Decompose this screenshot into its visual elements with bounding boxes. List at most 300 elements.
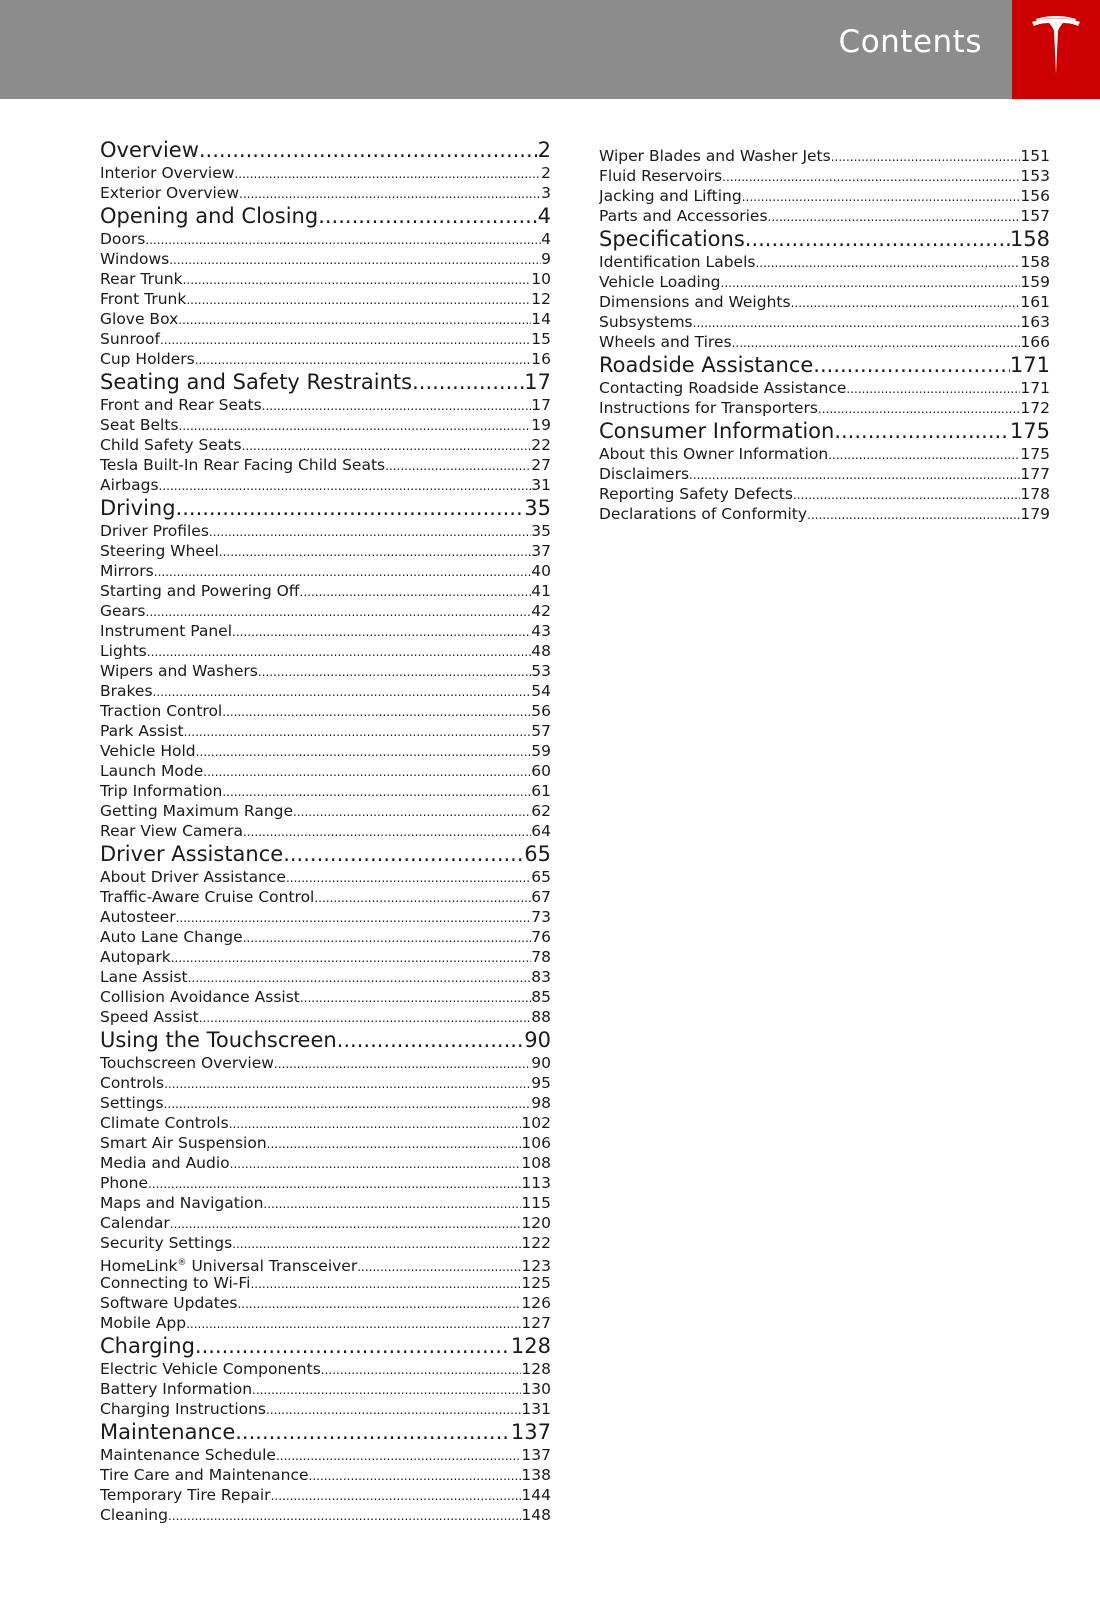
toc-page-number: 137	[521, 1446, 551, 1464]
toc-entry[interactable]	[100, 801, 551, 821]
toc-section-entry[interactable]	[100, 1334, 551, 1359]
toc-entry-label: Doors	[100, 230, 146, 248]
toc-page-number: 73	[531, 908, 551, 926]
dot-leader	[337, 1028, 525, 1053]
toc-entry[interactable]	[100, 455, 551, 475]
toc-entry-label: Traffic-Aware Cruise Control	[100, 888, 315, 906]
toc-entry-label: Instrument Panel	[100, 622, 233, 640]
toc-page-number: 35	[531, 522, 551, 540]
page-title: Contents	[838, 24, 982, 60]
dot-leader	[234, 164, 541, 183]
toc-entry-label: Front and Rear Seats	[100, 396, 262, 414]
toc-section-entry[interactable]	[100, 842, 551, 867]
toc-page-number: 65	[531, 868, 551, 886]
toc-page-number: 85	[531, 988, 551, 1006]
dot-leader	[807, 505, 1020, 524]
toc-page-number: 4	[541, 230, 551, 248]
page-header	[0, 0, 1100, 99]
toc-entry-label: Driver Assistance	[100, 842, 284, 866]
dot-leader	[412, 370, 524, 395]
tesla-logo-icon	[1030, 16, 1082, 76]
toc-entry-label	[100, 1253, 357, 1273]
toc-section-entry[interactable]	[100, 496, 551, 521]
dot-leader	[309, 1466, 522, 1485]
dot-leader	[243, 928, 532, 947]
dot-leader	[186, 1314, 521, 1333]
toc-page-number: 56	[531, 702, 551, 720]
toc-page-number: 2	[541, 164, 551, 182]
toc-page-number: 153	[1020, 167, 1050, 185]
dot-leader	[266, 1400, 521, 1419]
toc-entry[interactable]	[599, 272, 1050, 292]
dot-leader	[689, 465, 1020, 484]
dot-leader	[286, 868, 531, 887]
toc-page-number: 10	[531, 270, 551, 288]
toc-page-number: 175	[1009, 419, 1050, 443]
toc-page-number: 53	[531, 662, 551, 680]
toc-page-number: 125	[521, 1274, 551, 1292]
toc-entry[interactable]	[100, 561, 551, 581]
toc-entry[interactable]	[100, 1505, 551, 1525]
toc-section-entry[interactable]	[599, 419, 1050, 444]
toc-entry[interactable]	[599, 252, 1050, 272]
toc-page-number: 12	[531, 290, 551, 308]
toc-entry-label: Maps and Navigation	[100, 1194, 264, 1212]
toc-left-column	[100, 137, 551, 1525]
toc-page-number: 22	[531, 436, 551, 454]
dot-leader	[176, 908, 532, 927]
dot-leader	[262, 396, 532, 415]
toc-entry-label: Specifications	[599, 227, 745, 251]
toc-section-entry[interactable]	[100, 204, 551, 229]
toc-entry-label: Steering Wheel	[100, 542, 219, 560]
toc-entry-label: Temporary Tire Repair	[100, 1486, 271, 1504]
toc-entry-label: Tire Care and Maintenance	[100, 1466, 309, 1484]
toc-entry[interactable]	[100, 1379, 551, 1399]
toc-entry[interactable]	[100, 1399, 551, 1419]
dot-leader	[252, 1380, 521, 1399]
dot-leader	[258, 662, 531, 681]
dot-leader	[321, 1360, 522, 1379]
toc-entry-label: Driver Profiles	[100, 522, 209, 540]
toc-entry[interactable]	[100, 269, 551, 289]
toc-entry[interactable]	[100, 1053, 551, 1073]
dot-leader	[179, 416, 532, 435]
toc-page-number: 161	[1020, 293, 1050, 311]
dot-leader	[153, 682, 532, 701]
toc-entry-label: Rear Trunk	[100, 270, 183, 288]
toc-entry[interactable]	[100, 309, 551, 329]
toc-entry-label: Declarations of Conformity	[599, 505, 808, 523]
toc-page-number: 137	[510, 1420, 551, 1444]
dot-leader	[222, 782, 531, 801]
toc-entry[interactable]	[599, 166, 1050, 186]
toc-entry-label: Software Updates	[100, 1294, 238, 1312]
toc-entry-label: Launch Mode	[100, 762, 204, 780]
dot-leader	[195, 1334, 511, 1359]
toc-page-number: 166	[1020, 333, 1050, 351]
toc-entry-label: Wheels and Tires	[599, 333, 732, 351]
dot-leader	[250, 1274, 521, 1293]
toc-page-number: 102	[521, 1114, 551, 1132]
toc-entry-label: Airbags	[100, 476, 159, 494]
registered-mark: ®	[177, 1258, 187, 1268]
toc-entry-label: Wiper Blades and Washer Jets	[599, 147, 831, 165]
toc-entry[interactable]	[100, 741, 551, 761]
dot-leader	[834, 419, 1010, 444]
toc-page-number: 14	[531, 310, 551, 328]
dot-leader	[722, 167, 1020, 186]
toc-entry[interactable]	[100, 1233, 551, 1253]
toc-entry[interactable]	[100, 415, 551, 435]
toc-entry[interactable]	[100, 761, 551, 781]
dot-leader	[229, 1114, 522, 1133]
dot-leader	[188, 968, 532, 987]
dot-leader	[300, 988, 531, 1007]
toc-entry[interactable]	[100, 229, 551, 249]
dot-leader	[196, 742, 532, 761]
toc-entry[interactable]	[599, 464, 1050, 484]
toc-page-number: 159	[1020, 273, 1050, 291]
toc-entry-label: Trip Information	[100, 782, 223, 800]
toc-entry-label: Electric Vehicle Components	[100, 1360, 321, 1378]
dot-leader	[183, 270, 532, 289]
toc-entry-label: Controls	[100, 1074, 165, 1092]
toc-section-entry[interactable]	[100, 138, 551, 163]
toc-right-column	[599, 146, 1050, 524]
toc-entry[interactable]	[599, 146, 1050, 166]
toc-entry[interactable]	[100, 183, 551, 203]
toc-entry-label-rest: Universal Transceiver	[186, 1257, 358, 1273]
dot-leader	[274, 1054, 531, 1073]
toc-entry[interactable]	[100, 163, 551, 183]
toc-entry[interactable]	[100, 1293, 551, 1313]
toc-entry[interactable]	[100, 1193, 551, 1213]
toc-entry[interactable]	[100, 475, 551, 495]
toc-page-number: 17	[524, 370, 551, 394]
toc-entry-label: Starting and Powering Off	[100, 582, 300, 600]
toc-entry-label: Reporting Safety Defects	[599, 485, 793, 503]
toc-entry-label: Tesla Built-In Rear Facing Child Seats	[100, 456, 386, 474]
toc-entry[interactable]	[100, 1093, 551, 1113]
toc-entry[interactable]	[100, 701, 551, 721]
toc-entry[interactable]	[100, 907, 551, 927]
toc-entry-label: Consumer Information	[599, 419, 835, 443]
dot-leader	[732, 333, 1021, 352]
toc-entry-label: Sunroof	[100, 330, 160, 348]
toc-page-number: 17	[531, 396, 551, 414]
toc-page-number: 31	[531, 476, 551, 494]
toc-entry[interactable]	[100, 621, 551, 641]
toc-entry[interactable]	[100, 927, 551, 947]
toc-entry-label: Vehicle Hold	[100, 742, 196, 760]
toc-entry[interactable]	[100, 1153, 551, 1173]
dot-leader	[742, 187, 1021, 206]
toc-entry[interactable]	[100, 1253, 551, 1273]
toc-entry-label: Parts and Accessories	[599, 207, 768, 225]
toc-section-entry[interactable]	[100, 1028, 551, 1053]
toc-entry[interactable]	[599, 504, 1050, 524]
toc-page-number: 95	[531, 1074, 551, 1092]
dot-leader	[793, 485, 1020, 504]
toc-page-number: 130	[521, 1380, 551, 1398]
toc-entry[interactable]	[599, 444, 1050, 464]
dot-leader	[209, 522, 531, 541]
toc-page-number: 57	[531, 722, 551, 740]
toc-entry-label: Brakes	[100, 682, 153, 700]
toc-page-number: 148	[521, 1506, 551, 1524]
toc-entry-label: Overview	[100, 138, 199, 162]
toc-entry[interactable]	[100, 1173, 551, 1193]
toc-entry[interactable]	[100, 947, 551, 967]
toc-page-number: 35	[524, 496, 551, 520]
toc-page-number: 3	[541, 184, 551, 202]
dot-leader	[768, 207, 1021, 226]
toc-page-number: 41	[531, 582, 551, 600]
toc-entry-label: About this Owner Information	[599, 445, 829, 463]
dot-leader	[203, 762, 531, 781]
toc-entry[interactable]	[599, 312, 1050, 332]
dot-leader	[154, 562, 532, 581]
toc-entry[interactable]	[100, 661, 551, 681]
toc-entry[interactable]	[100, 681, 551, 701]
toc-page-number: 123	[521, 1256, 551, 1273]
toc-entry-label: Mirrors	[100, 562, 154, 580]
toc-entry-label: Driving	[100, 496, 176, 520]
toc-page-number: 43	[531, 622, 551, 640]
toc-entry-label: Climate Controls	[100, 1114, 229, 1132]
dot-leader	[314, 888, 531, 907]
dot-leader	[243, 822, 531, 841]
dot-leader	[222, 702, 531, 721]
toc-page-number: 158	[1009, 227, 1050, 251]
toc-entry[interactable]	[599, 186, 1050, 206]
toc-entry[interactable]	[100, 1273, 551, 1293]
toc-entry[interactable]	[100, 887, 551, 907]
dot-leader	[828, 445, 1020, 464]
toc-section-entry[interactable]	[100, 1420, 551, 1445]
toc-page-number: 157	[1020, 207, 1050, 225]
toc-page-number: 60	[531, 762, 551, 780]
toc-page-number: 98	[531, 1094, 551, 1112]
dot-leader	[791, 293, 1021, 312]
toc-entry-label: Maintenance Schedule	[100, 1446, 276, 1464]
toc-entry-label: Collision Avoidance Assist	[100, 988, 300, 1006]
toc-page-number: 16	[531, 350, 551, 368]
toc-entry-label: Vehicle Loading	[599, 273, 721, 291]
toc-page-number: 151	[1020, 147, 1050, 165]
dot-leader	[232, 1234, 521, 1253]
dot-leader	[164, 1094, 532, 1113]
toc-entry[interactable]	[100, 249, 551, 269]
toc-entry-label: Wipers and Washers	[100, 662, 258, 680]
toc-page-number: 106	[521, 1134, 551, 1152]
toc-page-number: 61	[531, 782, 551, 800]
toc-entry-label: Cleaning	[100, 1506, 168, 1524]
toc-entry[interactable]	[100, 967, 551, 987]
dot-leader	[178, 310, 531, 329]
dot-leader	[164, 1074, 531, 1093]
toc-page-number: 128	[510, 1334, 551, 1358]
dot-leader	[293, 802, 531, 821]
toc-entry[interactable]	[100, 821, 551, 841]
toc-entry[interactable]	[100, 541, 551, 561]
toc-entry[interactable]	[100, 1073, 551, 1093]
toc-page-number: 131	[521, 1400, 551, 1418]
toc-page-number: 178	[1020, 485, 1050, 503]
toc-entry-label: Auto Lane Change	[100, 928, 243, 946]
toc-entry[interactable]	[100, 395, 551, 415]
toc-page-number: 120	[521, 1214, 551, 1232]
toc-entry-label: Mobile App	[100, 1314, 187, 1332]
toc-page-number: 122	[521, 1234, 551, 1252]
dot-leader	[159, 476, 532, 495]
toc-entry[interactable]	[100, 289, 551, 309]
toc-entry[interactable]	[100, 601, 551, 621]
toc-entry-label: Charging Instructions	[100, 1400, 267, 1418]
dot-leader	[283, 842, 524, 867]
toc-entry-label: Smart Air Suspension	[100, 1134, 267, 1152]
toc-entry-label: Lane Assist	[100, 968, 188, 986]
dot-leader	[242, 436, 532, 455]
toc-entry[interactable]	[100, 641, 551, 661]
dot-leader	[357, 1257, 521, 1273]
toc-entry[interactable]	[100, 987, 551, 1007]
dot-leader	[237, 1294, 521, 1313]
toc-page-number: 113	[521, 1174, 551, 1192]
toc-entry[interactable]	[100, 349, 551, 369]
toc-entry-label: Exterior Overview	[100, 184, 240, 202]
dot-leader	[385, 456, 531, 475]
toc-page-number: 88	[531, 1008, 551, 1026]
dot-leader	[145, 230, 541, 249]
toc-page-number: 90	[531, 1054, 551, 1072]
toc-page-number: 172	[1020, 399, 1050, 417]
toc-page-number: 126	[521, 1294, 551, 1312]
toc-entry-label: Child Safety Seats	[100, 436, 242, 454]
toc-entry-label: Gears	[100, 602, 146, 620]
dot-leader	[195, 350, 532, 369]
dot-leader	[147, 642, 532, 661]
toc-page-number: 127	[521, 1314, 551, 1332]
toc-entry-label: Using the Touchscreen	[100, 1028, 337, 1052]
dot-leader	[160, 330, 531, 349]
toc-entry-label: Instructions for Transporters	[599, 399, 818, 417]
toc-entry-label: Roadside Assistance	[599, 353, 814, 377]
dot-leader	[263, 1194, 521, 1213]
dot-leader	[755, 253, 1020, 272]
toc-entry[interactable]	[100, 1359, 551, 1379]
dot-leader	[176, 496, 525, 521]
toc-entry[interactable]	[100, 867, 551, 887]
toc-entry[interactable]	[100, 721, 551, 741]
toc-entry[interactable]	[100, 1113, 551, 1133]
toc-entry[interactable]	[100, 521, 551, 541]
toc-page-number: 138	[521, 1466, 551, 1484]
toc-entry[interactable]	[599, 398, 1050, 418]
toc-entry[interactable]	[100, 781, 551, 801]
dot-leader	[199, 1008, 532, 1027]
dot-leader	[170, 1214, 522, 1233]
toc-entry-label: Glove Box	[100, 310, 179, 328]
toc-entry[interactable]	[599, 378, 1050, 398]
toc-entry-label: Fluid Reservoirs	[599, 167, 723, 185]
toc-section-entry[interactable]	[100, 370, 551, 395]
toc-entry[interactable]	[100, 435, 551, 455]
toc-entry[interactable]	[100, 1485, 551, 1505]
toc-entry[interactable]	[100, 1445, 551, 1465]
toc-entry[interactable]	[599, 206, 1050, 226]
toc-entry[interactable]	[100, 1313, 551, 1333]
toc-page-number: 158	[1020, 253, 1050, 271]
toc-entry[interactable]	[100, 329, 551, 349]
toc-page-number: 65	[524, 842, 551, 866]
toc-entry[interactable]	[100, 1213, 551, 1233]
dot-leader	[721, 273, 1021, 292]
toc-entry-label: Autosteer	[100, 908, 176, 926]
toc-entry[interactable]	[100, 1465, 551, 1485]
toc-entry[interactable]	[100, 1133, 551, 1153]
toc-page-number: 67	[531, 888, 551, 906]
toc-entry-label: Autopark	[100, 948, 171, 966]
toc-page-number: 177	[1020, 465, 1050, 483]
toc-page-number: 78	[531, 948, 551, 966]
toc-entry-label: Touchscreen Overview	[100, 1054, 274, 1072]
dot-leader	[232, 622, 531, 641]
toc-page-number: 19	[531, 416, 551, 434]
toc-entry[interactable]	[100, 581, 551, 601]
dot-leader	[745, 227, 1010, 252]
toc-page-number: 54	[531, 682, 551, 700]
toc-entry-label: Subsystems	[599, 313, 693, 331]
brand-logo	[1012, 0, 1100, 99]
toc-entry[interactable]	[599, 332, 1050, 352]
toc-entry-label: Phone	[100, 1174, 149, 1192]
toc-entry-label: Front Trunk	[100, 290, 187, 308]
dot-leader	[230, 1154, 522, 1173]
dot-leader	[276, 1446, 521, 1465]
toc-entry-label: Interior Overview	[100, 164, 235, 182]
toc-entry-label: Cup Holders	[100, 350, 195, 368]
toc-section-entry[interactable]	[599, 353, 1050, 378]
toc-section-entry[interactable]	[599, 227, 1050, 252]
toc-page-number: 163	[1020, 313, 1050, 331]
dot-leader	[239, 184, 541, 203]
toc-page-number: 179	[1020, 505, 1050, 523]
dot-leader	[318, 204, 537, 229]
toc-page-number: 37	[531, 542, 551, 560]
dot-leader	[813, 353, 1010, 378]
toc-entry-label: Lights	[100, 642, 147, 660]
toc-entry[interactable]	[100, 1007, 551, 1027]
toc-page-number: 48	[531, 642, 551, 660]
dot-leader	[235, 1420, 511, 1445]
toc-page-number: 83	[531, 968, 551, 986]
toc-page-number: 27	[531, 456, 551, 474]
toc-page-number: 2	[537, 138, 551, 162]
toc-entry[interactable]	[599, 292, 1050, 312]
toc-entry-label: Seat Belts	[100, 416, 179, 434]
toc-page-number: 4	[537, 204, 551, 228]
toc-entry[interactable]	[599, 484, 1050, 504]
toc-entry-label: Opening and Closing	[100, 204, 319, 228]
toc-page-number: 76	[531, 928, 551, 946]
toc-entry-label: Traction Control	[100, 702, 223, 720]
dot-leader	[186, 290, 531, 309]
toc-page-number: 171	[1020, 379, 1050, 397]
toc-page-number: 40	[531, 562, 551, 580]
toc-entry-label: Media and Audio	[100, 1154, 230, 1172]
